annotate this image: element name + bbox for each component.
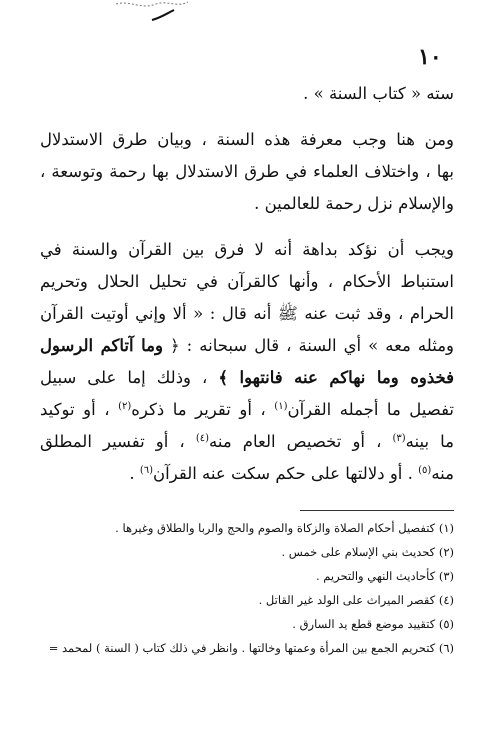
footnotes: [30, 516, 454, 660]
footnote-ref: (٦): [139, 465, 154, 476]
text-segment: ، أو تخصيص العام منه: [209, 432, 382, 451]
header-ornament-icon: [112, 0, 192, 24]
footnote-ref: (٥): [418, 465, 432, 476]
text-line: والإسلام نزل رحمة للعالمين .: [254, 194, 454, 213]
paragraph-1: [40, 78, 454, 110]
quran-quote: فخذوه وما نهاكم عنه فانتهوا ﴾: [218, 368, 454, 387]
text-line: الحرام ، وقد ثبت عنه ﷺ أنه قال : « ألا وإني أوتيت القرآن: [40, 304, 454, 323]
text-segment: ، أو تقرير ما ذكره: [131, 400, 266, 419]
text-segment: .: [129, 464, 140, 483]
footnote-ref: (٤): [195, 433, 210, 444]
text-line: سته « كتاب السنة » .: [303, 84, 454, 103]
text-segment: ، أو توكيد: [40, 400, 110, 419]
text-line: [40, 394, 454, 426]
footnote-ref: (٢): [118, 401, 132, 412]
text-line: [40, 362, 454, 394]
text-segment: . أو دلالتها على حكم سكت عنه القرآن: [153, 464, 413, 483]
footnote: (٦) كتحريم الجمع بين المرأة وعمتها وخالتها . وانظر في ذلك كتاب ( السنة ) لمحمد =: [48, 641, 454, 655]
quran-quote: وما آتاكم الرسول: [40, 336, 163, 355]
text-segment: منه: [431, 464, 454, 483]
text-line: بها ، واختلاف العلماء في طرق الاستدلال بها رحمة وتوسعة ،: [40, 162, 454, 181]
text-segment: ، أو تفسير المطلق: [40, 432, 185, 451]
text-line: ويجب أن نؤكد بداهة أنه لا فرق بين القرآن والسنة في: [40, 240, 454, 259]
main-text: [40, 78, 454, 490]
text-line: [40, 330, 454, 362]
footnote-ref: (٣): [392, 433, 406, 444]
footnote-divider: [300, 510, 454, 511]
text-segment: ، وذلك إما على سبيل: [40, 368, 208, 387]
footnote: (٢) كحديث بني الإسلام على خمس .: [281, 545, 454, 559]
footnote: (١) كتفصيل أحكام الصلاة والزكاة والصوم والحج والربا والطلاق وغيرها .: [115, 521, 454, 535]
text-line: استنباط الأحكام ، وأنها كالقرآن في تحليل الحلال وتحريم: [40, 272, 454, 291]
footnote: (٥) كتقييد موضع قطع يد السارق .: [292, 617, 454, 631]
text-segment: ما بينه: [405, 432, 454, 451]
footnote-ref: (١): [274, 401, 288, 412]
text-segment: تفصيل ما أجمله القرآن: [287, 400, 454, 419]
text-segment: ومثله معه » أي السنة ، قال سبحانه : ﴿: [170, 336, 454, 355]
text-line: [40, 426, 454, 458]
text-line: [40, 458, 454, 490]
paragraph-3: [40, 234, 454, 490]
footnote: (٣) كأحاديث النهي والتحريم .: [315, 569, 454, 583]
text-line: ومن هنا وجب معرفة هذه السنة ، وبيان طرق الاستدلال: [40, 130, 454, 149]
footnote: (٤) كقصر الميراث على الولد غير القاتل .: [258, 593, 454, 607]
page-number: ١٠: [418, 44, 442, 70]
paragraph-2: [40, 124, 454, 220]
